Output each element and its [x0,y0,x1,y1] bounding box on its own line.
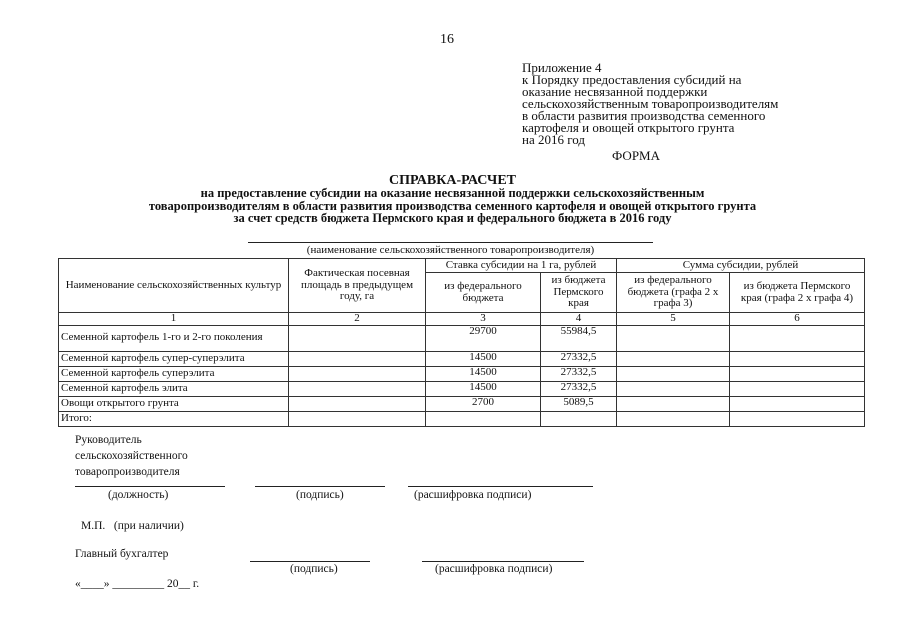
header-sum-group: Сумма субсидии, рублей [617,259,865,273]
decoding-line [408,486,593,487]
head-title [75,432,188,480]
position-line [75,486,225,487]
sum-federal-cell [617,411,730,426]
producer-name-line [248,242,653,243]
rate-regional-cell: 55984,5 [541,325,617,351]
position-caption: (должность) [108,489,169,501]
header-sum-regional: из бюджета Пермского края (графа 2 х графа 4) [730,273,865,313]
subsidy-calculation-table [58,258,865,427]
table-row [59,325,865,351]
sum-federal-cell [617,381,730,396]
sum-federal-cell [617,351,730,366]
rate-federal-cell: 14500 [426,381,541,396]
decoding-caption: (расшифровка подписи) [414,489,532,501]
accountant-signature-caption: (подпись) [290,563,338,575]
column-number: 5 [617,313,730,326]
rate-regional-cell: 5089,5 [541,396,617,411]
signature-line [255,486,385,487]
table-row [59,351,865,366]
accountant-decoding-caption: (расшифровка подписи) [435,563,553,575]
rate-federal-cell: 2700 [426,396,541,411]
appendix-line: оказание несвязанной поддержки [522,84,708,99]
producer-name-caption: (наименование сельскохозяйственного товаропроизводителя) [306,244,595,256]
header-sum-federal: из федерального бюджета (графа 2 х графа 3) [617,273,730,313]
rate-regional-cell [541,411,617,426]
chief-accountant-label: Главный бухгалтер [75,548,169,560]
sum-regional-cell [730,366,865,381]
rate-federal-cell [426,411,541,426]
column-number: 3 [426,313,541,326]
sum-federal-cell [617,325,730,351]
column-number: 2 [289,313,426,326]
area-cell [289,351,426,366]
date-line: «____» _________ 20__ г. [75,578,200,590]
stamp-label: М.П. (при наличии) [81,520,184,532]
appendix-line: к Порядку предоставления субсидий на [522,72,742,87]
sum-regional-cell [730,411,865,426]
appendix-block [522,62,778,146]
area-cell [289,325,426,351]
column-number: 1 [59,313,289,326]
appendix-line: сельскохозяйственным товаропроизводителям [522,96,779,111]
subtitle-line: товаропроизводителям в области развития производства семенного картофеля и овощей открытого грунта [148,198,757,213]
subtitle-line: на предоставление субсидии на оказание несвязанной поддержки сельскохозяйственным [200,186,705,200]
column-number-row [59,313,865,326]
form-label: ФОРМА [612,148,660,163]
header-rate-group: Ставка субсидии на 1 га, рублей [426,259,617,273]
table-row [59,366,865,381]
signature-caption: (подпись) [296,489,344,501]
appendix-line: в области развития производства семенного [522,108,766,123]
table-row [59,381,865,396]
crop-name: Овощи открытого грунта [59,396,289,411]
area-cell [289,381,426,396]
appendix-line: на 2016 год [522,132,585,147]
rate-regional-cell: 27332,5 [541,351,617,366]
appendix-line: картофеля и овощей открытого грунта [522,120,735,135]
crop-name: Семенной картофель суперэлита [59,366,289,381]
rate-regional-cell: 27332,5 [541,366,617,381]
subtitle-line: за счет средств бюджета Пермского края и федерального бюджета в 2016 году [233,211,672,225]
head-title-line: товаропроизводителя [75,466,180,478]
sum-federal-cell [617,366,730,381]
area-cell [289,396,426,411]
head-title-line: Руководитель [75,434,142,446]
crop-name: Семенной картофель элита [59,381,289,396]
document-title: СПРАВКА-РАСЧЕТ [388,173,517,188]
crop-name: Семенной картофель 1-го и 2-го поколения [59,325,289,351]
rate-federal-cell: 14500 [426,366,541,381]
sum-regional-cell [730,325,865,351]
header-crop: Наименование сельскохозяйственных культур [59,259,289,313]
header-area: Фактическая посевная площадь в предыдущем году, га [289,259,426,313]
sum-regional-cell [730,351,865,366]
crop-name: Семенной картофель супер-суперэлита [59,351,289,366]
rate-federal-cell: 14500 [426,351,541,366]
page-number: 16 [440,32,454,47]
appendix-line: Приложение 4 [522,60,602,75]
rate-regional-cell: 27332,5 [541,381,617,396]
area-cell [289,411,426,426]
accountant-signature-line [250,561,370,562]
header-rate-regional: из бюджета Пермского края [541,273,617,313]
area-cell [289,366,426,381]
accountant-decoding-line [422,561,584,562]
table-row [59,396,865,411]
document-subtitle [0,187,905,225]
head-title-line: сельскохозяйственного [75,450,188,462]
crop-name: Итого: [59,411,289,426]
sum-federal-cell [617,396,730,411]
header-rate-federal: из федерального бюджета [426,273,541,313]
sum-regional-cell [730,381,865,396]
column-number: 6 [730,313,865,326]
column-number: 4 [541,313,617,326]
sum-regional-cell [730,396,865,411]
rate-federal-cell: 29700 [426,325,541,351]
table-row-total [59,411,865,426]
